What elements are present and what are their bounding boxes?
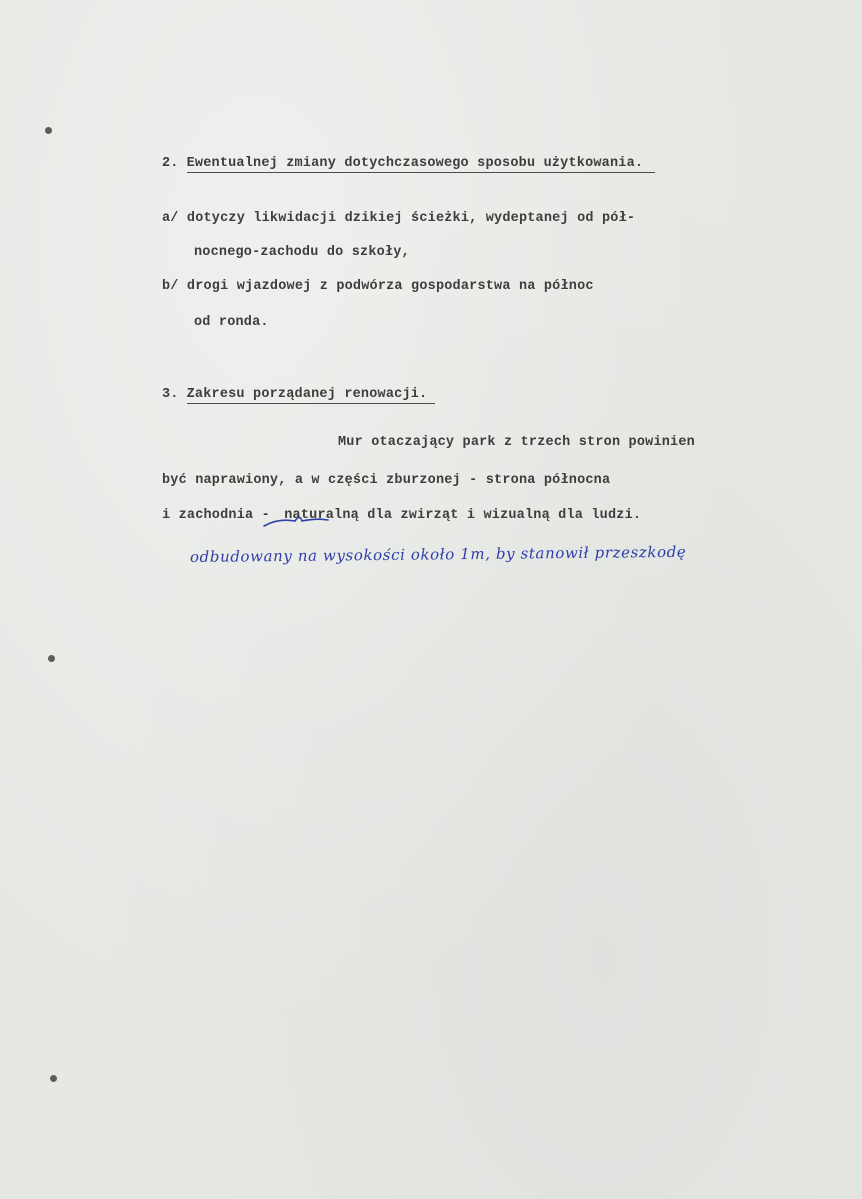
section-3-heading [162, 388, 435, 402]
section-3-number: 3. [162, 387, 179, 402]
punch-hole-middle [48, 655, 55, 662]
section-3-paragraph-line-1: Mur otaczający park z trzech stron powinien [338, 435, 695, 450]
section-3-line-3-prefix: i zachodnia - [162, 508, 270, 523]
section-2-item-a-line-1: a/ dotyczy likwidacji dzikiej ścieżki, wydeptanej od pół- [162, 211, 636, 226]
section-2-heading-text: Ewentualnej zmiany dotychczasowego sposobu użytkowania. [187, 156, 656, 173]
section-2-item-b-line-2: od ronda. [194, 315, 269, 330]
section-3-paragraph-line-2: być naprawiony, a w części zburzonej - strona północna [162, 473, 611, 488]
section-2-item-b-line-1: b/ drogi wjazdowej z podwórza gospodarstwa na północ [162, 279, 594, 294]
insertion-caret-mark [262, 512, 332, 532]
handwritten-insert: odbudowany na wysokości około 1m, by stanowił przeszkodę [189, 542, 687, 566]
section-3-heading-text: Zakresu porządanej renowacji. [187, 387, 436, 404]
punch-hole-bottom [50, 1075, 57, 1082]
section-2-heading [162, 157, 655, 171]
section-2-item-a-line-2: nocnego-zachodu do szkoły, [194, 245, 410, 260]
punch-hole-top [45, 127, 52, 134]
section-2-number: 2. [162, 156, 179, 171]
section-3-paragraph-line-3 [162, 509, 641, 523]
section-3-line-3-rest: naturalną dla zwirząt i wizualną dla ludzi. [284, 508, 642, 523]
